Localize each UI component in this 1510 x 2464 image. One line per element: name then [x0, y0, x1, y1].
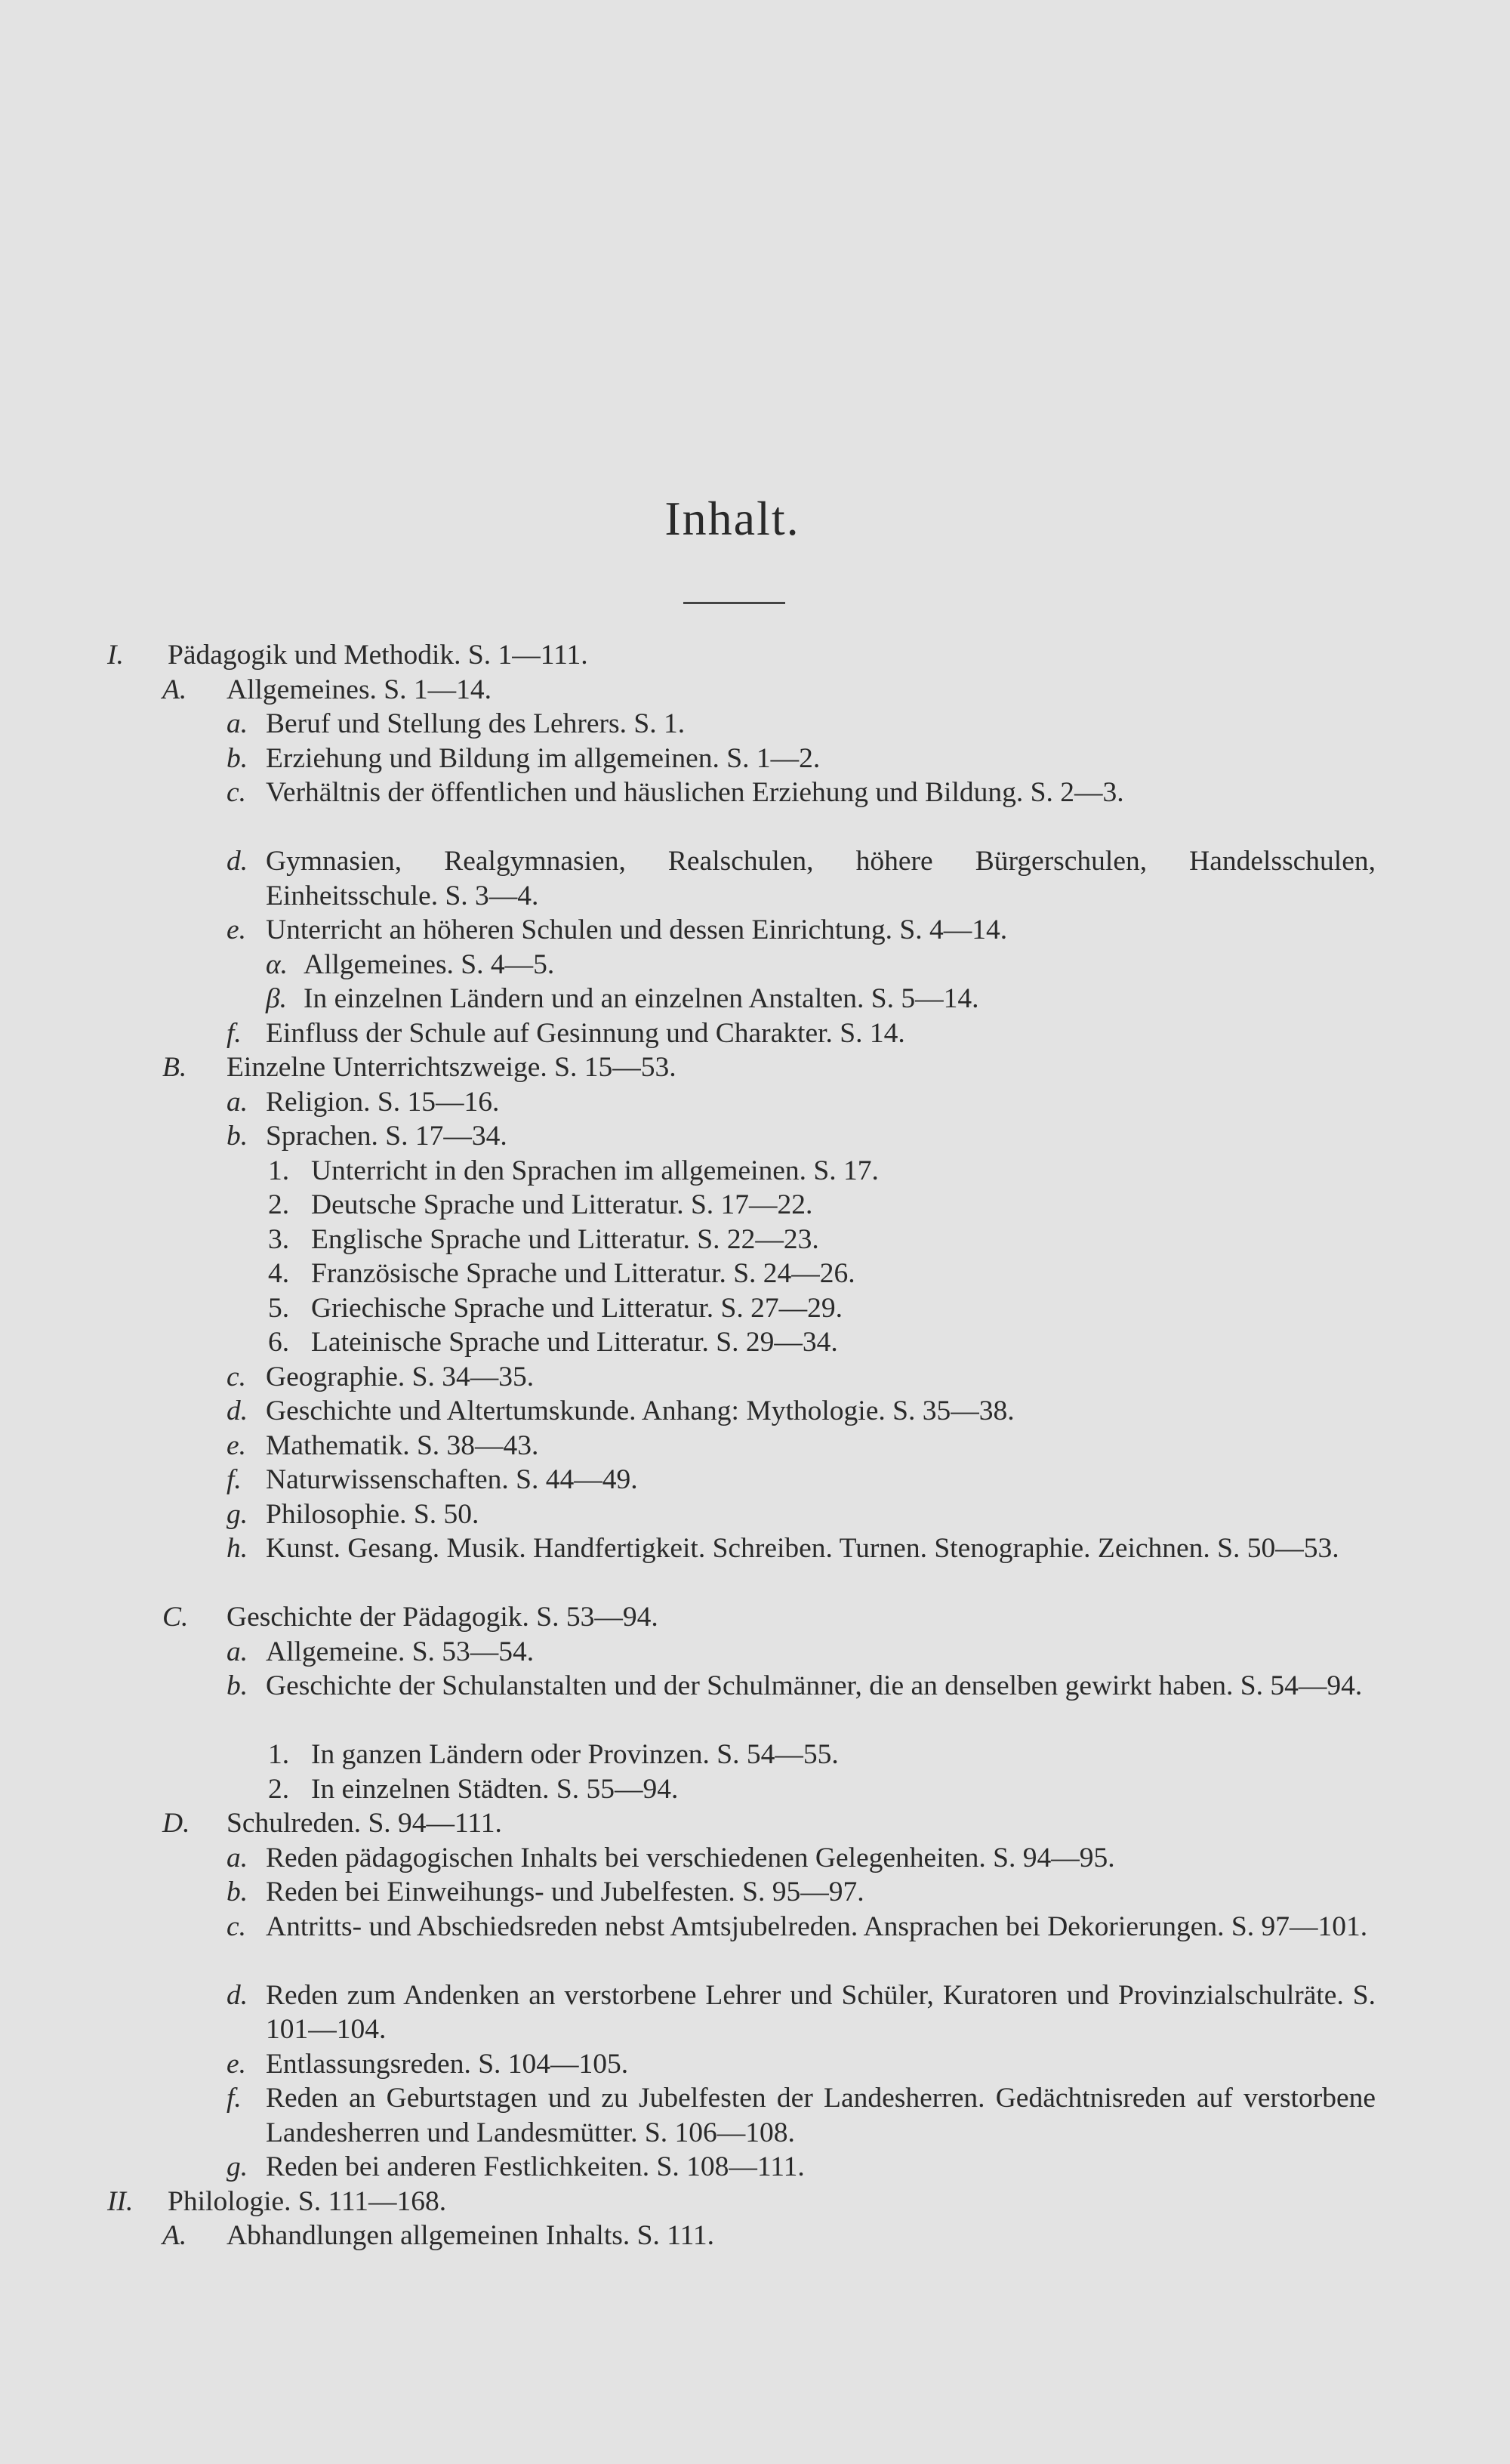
- toc-entry-marker: II.: [107, 2185, 134, 2217]
- toc-entry-marker: d.: [226, 846, 248, 877]
- toc-entry-marker: β.: [266, 983, 288, 1014]
- toc-entry-text: Philologie. S. 111—168.: [168, 2185, 447, 2217]
- toc-entry: [0, 982, 1510, 1016]
- toc-entry-marker: C.: [162, 1602, 189, 1633]
- toc-entry: [0, 913, 1510, 948]
- toc-entry-marker: b.: [226, 1670, 248, 1701]
- toc-entry-marker: c.: [226, 1361, 247, 1392]
- toc-entry-text: Lateinische Sprache und Litteratur. S. 29—34.: [311, 1327, 838, 1358]
- toc-entry: [0, 1085, 1510, 1120]
- toc-entry: [0, 844, 1510, 913]
- toc-entry: [0, 2047, 1510, 2082]
- toc-entry: [0, 1154, 1510, 1189]
- toc-entry-marker: e.: [226, 2048, 247, 2080]
- toc-entry-marker: b.: [226, 1121, 248, 1152]
- toc-entry: [0, 1291, 1510, 1326]
- toc-entry: [0, 1772, 1510, 1807]
- toc-entry: [0, 1257, 1510, 1291]
- toc-entry-text: Schulreden. S. 94—111.: [226, 1808, 502, 1839]
- toc-entry: [0, 1531, 1510, 1600]
- toc-entry-marker: A.: [162, 2220, 187, 2251]
- toc-entry-text: Einfluss der Schule auf Gesinnung und Charakter. S. 14.: [266, 1017, 905, 1049]
- toc-entry-text: Geschichte der Schulanstalten und der Schulmänner, die an denselben gewirkt haben. S. 54—94.: [266, 1670, 1363, 1701]
- toc-entry-text: Geographie. S. 34—35.: [266, 1361, 535, 1392]
- toc-entry: [0, 707, 1510, 742]
- toc-entry-marker: 1.: [268, 1155, 290, 1186]
- toc-entry-marker: 6.: [268, 1327, 290, 1358]
- toc-entry-text: Einzelne Unterrichtszweige. S. 15—53.: [226, 1052, 676, 1083]
- toc-entry: [0, 1978, 1510, 2047]
- table-of-contents: [0, 638, 1510, 2253]
- toc-entry-text: Gymnasien, Realgymnasien, Realschulen, höhere Bürgerschulen, Handelsschulen, Einheitsschule. S. 3—4.: [266, 846, 1376, 911]
- toc-entry-text: Deutsche Sprache und Litteratur. S. 17—22.: [311, 1189, 813, 1220]
- toc-entry-text: Kunst. Gesang. Musik. Handfertigkeit. Schreiben. Turnen. Stenographie. Zeichnen. S. 50—53.: [266, 1533, 1339, 1564]
- toc-entry-text: Geschichte der Pädagogik. S. 53—94.: [226, 1602, 658, 1633]
- page-title: Inhalt.: [664, 492, 800, 545]
- toc-entry-marker: 2.: [268, 1189, 290, 1220]
- toc-entry-marker: f.: [226, 1464, 242, 1495]
- toc-entry-text: Religion. S. 15—16.: [266, 1086, 500, 1118]
- title-rule: [683, 602, 785, 604]
- toc-entry: [0, 1325, 1510, 1360]
- toc-entry-marker: e.: [226, 1429, 247, 1461]
- toc-entry: [0, 1600, 1510, 1635]
- toc-entry: [0, 742, 1510, 776]
- toc-entry-text: Griechische Sprache und Litteratur. S. 27—29.: [311, 1292, 843, 1324]
- toc-entry: [0, 1635, 1510, 1670]
- toc-entry: [0, 1875, 1510, 1910]
- toc-entry-marker: 4.: [268, 1258, 290, 1289]
- toc-entry: [0, 2081, 1510, 2150]
- toc-entry: [0, 1429, 1510, 1463]
- toc-entry-text: Abhandlungen allgemeinen Inhalts. S. 111.: [226, 2220, 715, 2251]
- toc-entry: [0, 2150, 1510, 2185]
- toc-entry-text: In einzelnen Städten. S. 55—94.: [311, 1773, 679, 1805]
- toc-entry-text: Entlassungsreden. S. 104—105.: [266, 2048, 629, 2080]
- toc-entry: [0, 1463, 1510, 1497]
- toc-entry-text: Unterricht an höheren Schulen und dessen Einrichtung. S. 4—14.: [266, 914, 1008, 945]
- toc-entry-marker: 5.: [268, 1292, 290, 1324]
- toc-entry-marker: b.: [226, 1877, 248, 1907]
- toc-entry-text: Pädagogik und Methodik. S. 1—111.: [168, 640, 588, 671]
- toc-entry-text: Reden an Geburtstagen und zu Jubelfesten der Landesherren. Gedächtnisreden auf verstorbene Landesherren und Landesmütter. S. 106—108.: [266, 2083, 1376, 2148]
- toc-entry-text: Reden bei Einweihungs- und Jubelfesten. S. 95—97.: [266, 1877, 864, 1907]
- toc-entry-text: Antritts- und Abschiedsreden nebst Amtsjubelreden. Ansprachen bei Dekorierungen. S. 97—101.: [266, 1910, 1368, 1942]
- toc-entry: [0, 776, 1510, 844]
- toc-entry-marker: f.: [226, 2083, 242, 2114]
- toc-entry: [0, 1360, 1510, 1395]
- toc-entry-marker: d.: [226, 1395, 248, 1426]
- toc-entry-text: Philosophie. S. 50.: [266, 1498, 479, 1530]
- toc-entry-marker: c.: [226, 777, 247, 808]
- toc-entry-text: Allgemeine. S. 53—54.: [266, 1636, 535, 1667]
- toc-entry-marker: a.: [226, 1636, 248, 1667]
- toc-entry: [0, 1119, 1510, 1154]
- toc-entry-text: In ganzen Ländern oder Provinzen. S. 54—55.: [311, 1739, 839, 1770]
- toc-entry-marker: 2.: [268, 1773, 290, 1805]
- toc-entry-marker: f.: [226, 1017, 242, 1049]
- toc-entry: [0, 1188, 1510, 1223]
- toc-entry: [0, 1394, 1510, 1429]
- toc-entry-marker: g.: [226, 1498, 248, 1530]
- toc-entry-text: Verhältnis der öffentlichen und häuslichen Erziehung und Bildung. S. 2—3.: [266, 777, 1124, 808]
- toc-entry-marker: a.: [226, 1086, 248, 1118]
- toc-entry-marker: e.: [226, 914, 247, 945]
- toc-entry-text: Reden zum Andenken an verstorbene Lehrer und Schüler, Kuratoren und Provinzialschulräte. S. 101—104.: [266, 1979, 1376, 2045]
- toc-entry: [0, 1738, 1510, 1772]
- toc-entry-text: Allgemeines. S. 4—5.: [304, 948, 555, 980]
- toc-entry: [0, 948, 1510, 982]
- toc-entry-text: Unterricht in den Sprachen im allgemeinen. S. 17.: [311, 1155, 879, 1186]
- toc-entry: [0, 638, 1510, 673]
- toc-entry-marker: a.: [226, 1842, 248, 1873]
- toc-entry-text: Allgemeines. S. 1—14.: [226, 674, 492, 705]
- toc-entry-marker: A.: [162, 674, 187, 705]
- toc-entry: [0, 1497, 1510, 1532]
- toc-entry-text: Naturwissenschaften. S. 44—49.: [266, 1464, 638, 1495]
- toc-entry-text: Reden pädagogischen Inhalts bei verschiedenen Gelegenheiten. S. 94—95.: [266, 1842, 1115, 1873]
- toc-entry-text: Geschichte und Altertumskunde. Anhang: Mythologie. S. 35—38.: [266, 1395, 1015, 1426]
- toc-entry-marker: 1.: [268, 1739, 290, 1770]
- toc-entry-marker: I.: [107, 640, 124, 671]
- toc-entry: [0, 673, 1510, 708]
- toc-entry: [0, 1841, 1510, 1876]
- toc-entry: [0, 1223, 1510, 1257]
- toc-entry-text: Beruf und Stellung des Lehrers. S. 1.: [266, 708, 686, 739]
- toc-entry: [0, 2219, 1510, 2253]
- toc-entry-marker: c.: [226, 1910, 247, 1942]
- toc-entry: [0, 1016, 1510, 1051]
- toc-entry-marker: g.: [226, 2151, 248, 2182]
- toc-entry: [0, 1050, 1510, 1085]
- toc-entry-marker: a.: [226, 708, 248, 739]
- toc-entry: [0, 2185, 1510, 2219]
- toc-entry: [0, 1910, 1510, 1978]
- toc-entry-text: Erziehung und Bildung im allgemeinen. S. 1—2.: [266, 742, 821, 774]
- toc-entry-marker: D.: [162, 1808, 190, 1839]
- toc-entry-text: In einzelnen Ländern und an einzelnen Anstalten. S. 5—14.: [304, 983, 979, 1014]
- toc-entry-marker: α.: [266, 948, 288, 980]
- toc-entry-text: Mathematik. S. 38—43.: [266, 1429, 539, 1461]
- toc-entry-marker: h.: [226, 1533, 248, 1564]
- toc-entry-text: Französische Sprache und Litteratur. S. 24—26.: [311, 1258, 855, 1289]
- toc-entry-text: Reden bei anderen Festlichkeiten. S. 108—111.: [266, 2151, 805, 2182]
- toc-entry-text: Sprachen. S. 17—34.: [266, 1121, 507, 1152]
- toc-entry-marker: 3.: [268, 1223, 290, 1255]
- toc-entry-marker: B.: [162, 1052, 187, 1083]
- toc-entry-text: Englische Sprache und Litteratur. S. 22—23.: [311, 1223, 819, 1255]
- toc-entry: [0, 1806, 1510, 1841]
- toc-entry-marker: b.: [226, 742, 248, 774]
- toc-entry: [0, 1669, 1510, 1738]
- toc-entry-marker: d.: [226, 1979, 248, 2011]
